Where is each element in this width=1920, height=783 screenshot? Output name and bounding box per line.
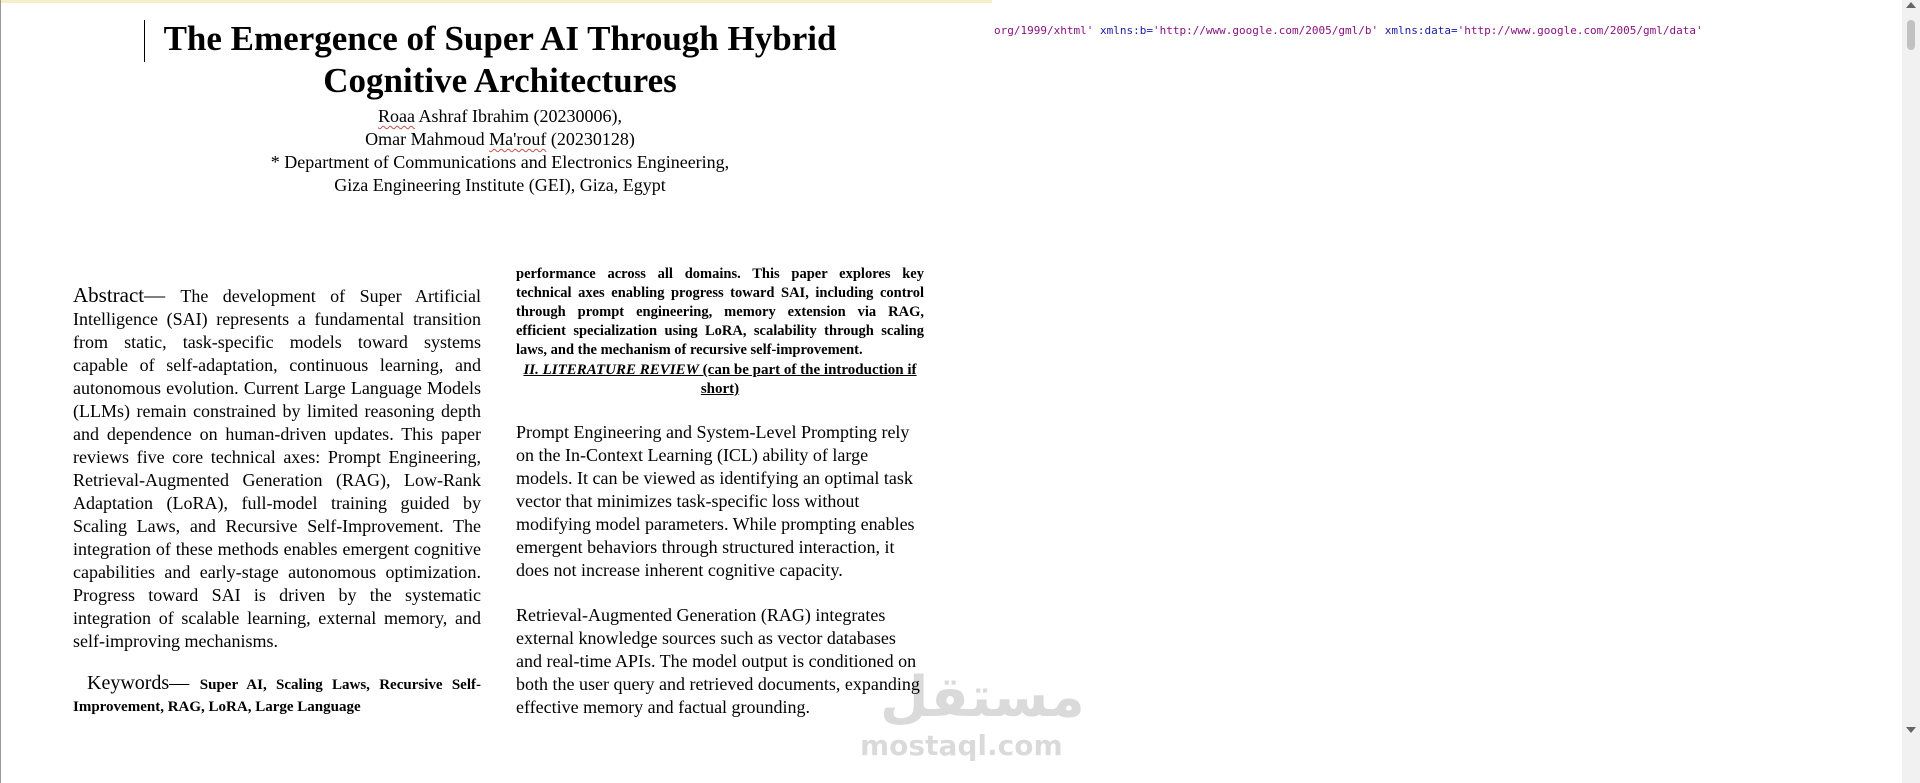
paragraph-prompt-engineering[interactable]: Prompt Engineering and System-Level Prompting rely on the In-Context Learning (ICL) ability of large models. It can be viewed as identifying an optimal task vector that minimizes task-specific loss without modifying model parameters. While prompting enables emergent behaviors through structured interaction, it does not increase inherent cognitive capacity.: [516, 422, 915, 580]
author-line-1[interactable]: Roaa Ashraf Ibrahim (20230006),: [378, 106, 622, 126]
affiliation-line-2[interactable]: Giza Engineering Institute (GEI), Giza, Egypt: [334, 175, 666, 195]
top-highlight-strip: [0, 0, 992, 3]
keywords-label: Keywords—: [87, 672, 200, 694]
abstract-text: The development of Super Artificial Intelligence (SAI) represents a fundamental transition from static, task-specific models toward systems capable of self-adaptation, continuous learning, and autonomous evolution. Current Large Language Models (LLMs) remain constrained by limited reasoning depth and dependence on human-driven updates. This paper reviews five core technical axes: Prompt Engineering, Retrieval-Augmented Generation (RAG), Low-Rank Adaptation (LoRA), full-model training guided by Scaling Laws, and Recursive Self-Improvement. The integration of these methods enables emergent cognitive capabilities and early-stage autonomous optimization. Progress toward SAI is driven by the systematic integration of scalable learning, external memory, and self-improving mechanisms.: [73, 286, 481, 651]
vertical-scrollbar[interactable]: [1902, 0, 1920, 783]
text-cursor: [144, 20, 145, 62]
raw-source-text: org/1999/xhtml' xmlns:b='http://www.google.com/2005/gml/b' xmlns:data='http://www.google.com/2005/gml/data': [994, 24, 1703, 37]
keywords-text: Super AI, Scaling Laws, Recursive Self-Improvement, RAG, LoRA, Large Language: [73, 677, 481, 715]
scroll-down-arrow-icon[interactable]: [1906, 727, 1916, 733]
author-line-2[interactable]: Omar Mahmoud Ma'rouf (20230128): [365, 129, 635, 149]
affiliation-line-1[interactable]: * Department of Communications and Electronics Engineering,: [270, 152, 730, 172]
section-heading-literature-review[interactable]: II. LITERATURE REVIEW (can be part of the introduction if short): [523, 362, 917, 397]
page-left-edge: [0, 0, 1, 783]
right-column: [516, 265, 924, 719]
introduction-tail[interactable]: performance across all domains. This paper explores key technical axes enabling progress toward SAI, including control through prompt engineering, memory extension via RAG, efficient specialization using LoRA, scalability through scaling laws, and the mechanism of recursive self-improvement.: [516, 266, 924, 358]
left-column: [73, 284, 481, 717]
paper-title[interactable]: The Emergence of Super AI Through Hybrid Cognitive Architectures: [163, 19, 837, 100]
paragraph-rag[interactable]: Retrieval-Augmented Generation (RAG) integrates external knowledge sources such as vector databases and real-time APIs. The model output is conditioned on both the user query and retrieved documents, expanding effective memory and factual grounding.: [516, 605, 920, 717]
watermark-logo: مستقل mostaql.com: [860, 665, 1085, 762]
scroll-up-arrow-icon[interactable]: [1906, 2, 1916, 8]
keywords-paragraph[interactable]: [73, 673, 481, 717]
abstract-paragraph[interactable]: [73, 284, 481, 653]
abstract-label: Abstract—: [73, 283, 181, 307]
scroll-thumb[interactable]: [1907, 20, 1915, 50]
